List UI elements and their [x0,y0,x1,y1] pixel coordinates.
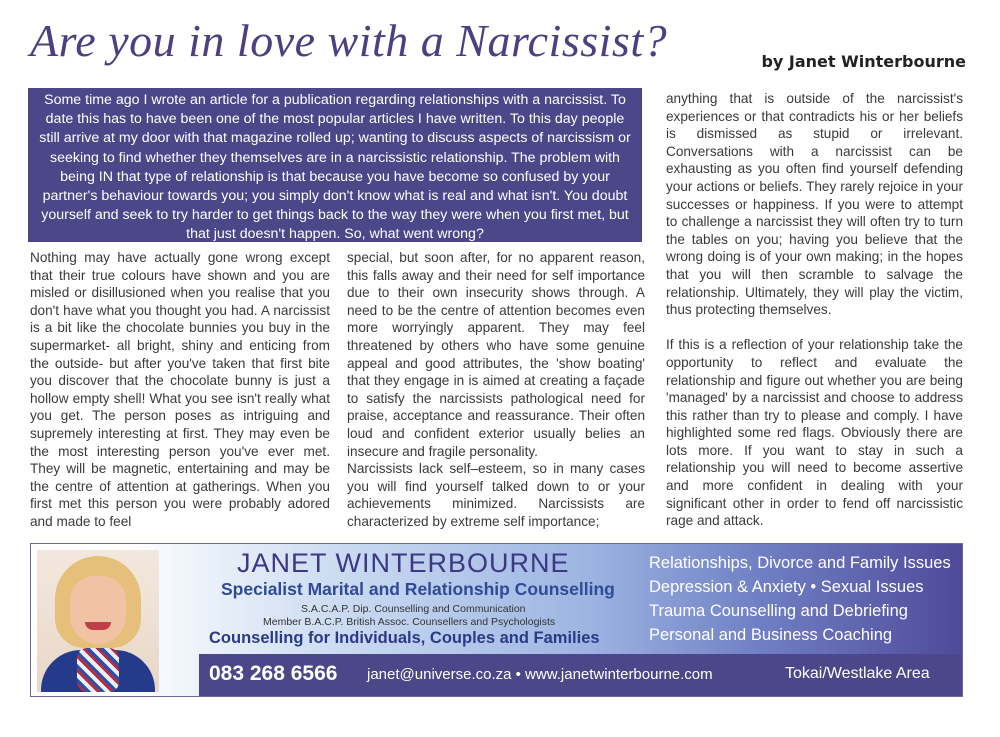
ad-area: Tokai/Westlake Area [785,665,930,682]
ad-qualification-1: S.A.C.A.P. Dip. Counselling and Communication [301,603,526,615]
column-3 [666,90,963,530]
ad-service-item: Depression & Anxiety • Sexual Issues [649,578,924,596]
ad-service-item: Personal and Business Coaching [649,626,893,644]
ad-service-item: Trauma Counselling and Debriefing [649,602,908,620]
column-3-paragraph-2: If this is a reflection of your relationship take the opportunity to reflect and evaluate the relationship and figure out whether you are being 'managed' by a narcissist and choose to address this rather than try to please and comply. I have highlighted some red flags. Obviously there are lots more. If you want to stay in such a relationship you will need to become assertive and more confident in dealing with your significant other in order to fend off narcissistic rage and attack. [666,337,963,529]
ad-counsellor-name: JANET WINTERBOURNE [237,548,570,578]
ad-subtitle: Specialist Marital and Relationship Counselling [221,579,615,599]
ad-contact-bar [199,654,962,697]
ad-counselling-line: Counselling for Individuals, Couples and Families [209,629,600,647]
column-2 [347,249,645,531]
advertisement-banner [30,543,963,697]
column-2-paragraph-2: Narcissists lack self–esteem, so in many cases you will find yourself talked down to or your achievements minimized. Narcissists are characterized by extreme self importance; [347,461,645,529]
ad-email-website[interactable]: janet@universe.co.za • www.janetwinterbourne.com [367,666,713,683]
column-3-paragraph-1: anything that is outside of the narcissist's experiences or that contradicts his or her beliefs is dismissed as stupid or irrelevant. Conversations with a narcissist can be exhausting as you often find yourself defending your actions or beliefs. They rarely rejoice in your successes or happiness. If you were to attempt to challenge a narcissist they will often try to turn the tables on you; having you believe that the wrong doing is of your own making; in the hopes that you will then scramble to salvage the relationship. Ultimately, they will play the victim, thus protecting themselves. [666,91,963,318]
ad-phone[interactable]: 083 268 6566 [209,662,338,685]
article-byline: by Janet Winterbourne [761,52,966,71]
counsellor-photo [37,550,159,692]
column-1-text: Nothing may have actually gone wrong except that their true colours have shown and you are misled or disillusioned when you realise that you don't have what you thought you had. A narcissist is a bit like the chocolate bunnies you buy in the supermarket- all bright, shiny and enticing from the outside- but after you've taken that first bite you discover that the chocolate bunny is just a hollow empty shell! What you see isn't really what you get. The person poses as intriguing and supremely interesting at first. They may even be the most interesting person you've ever met. They will be magnetic, entertaining and may be the centre of attention at gatherings. When you first met this person you were probably adored and made to feel [30,250,330,529]
ad-service-item: Relationships, Divorce and Family Issues [649,554,951,572]
ad-services-list [649,551,951,647]
article-title: Are you in love with a Narcissist? [30,15,668,66]
column-1 [30,249,330,531]
ad-qualification-2: Member B.A.C.P. British Assoc. Counsellers and Psychologists [263,616,556,628]
column-2-paragraph-1: special, but soon after, for no apparent reason, this falls away and their need for self importance due to their own insecurity shows through. A need to be the centre of attention becomes even more worryingly apparent. They may feel threatened by others who have some genuine appeal and good attributes, the 'show boating' that they engage in is aimed at creating a façade to satisfy the narcissists pathological need for praise, acceptance and reassurance. Their often loud and confident exterior usually belies an insecure and fragile personality. [347,250,645,459]
intro-box: Some time ago I wrote an article for a publication regarding relationships with a narcissist. To date this has to have been one of the most popular articles I have written. To this day people still arrive at my door with that magazine rolled up; wanting to discuss aspects of narcissism or seeking to find whether they themselves are in a narcissistic relationship. The problem with being IN that type of relationship is that because you have become so confused by your partner's behaviour towards you; you simply don't know what is real and what isn't. You doubt yourself and seek to try harder to get things back to the way they were when you first met, but that just doesn't happen. So, what went wrong? [28,88,642,242]
